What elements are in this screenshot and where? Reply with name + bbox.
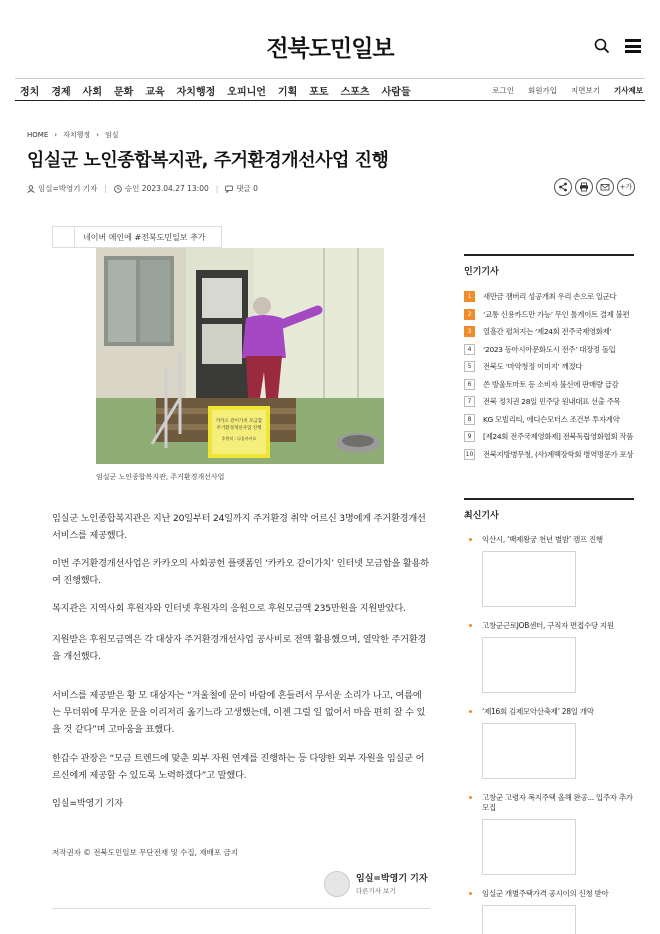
- article-paragraph: 이번 주거환경개선사업은 카카오의 사회공헌 플랫폼인 ‘카카오 같이가치’ 인터넷 모금함을 활용하여 진행했다.: [52, 558, 429, 586]
- article-paragraph: 지원받은 후원모금액은 각 대상자 주거환경개선사업 공사비로 전액 활용했으며, 열악한 주거환경을 개선했다.: [52, 634, 427, 662]
- article-author: 임실=박영기 기자: [38, 184, 98, 193]
- sign-text-line: 주거환경개선사업 진행: [216, 426, 262, 431]
- divider: [52, 908, 430, 909]
- latest-item-title[interactable]: 익산시, ‘백제왕궁 천년 별밤’ 캠프 진행: [464, 535, 634, 545]
- latest-item-thumbnail[interactable]: [482, 723, 576, 779]
- email-button[interactable]: [596, 178, 614, 196]
- popular-item[interactable]: [464, 358, 634, 376]
- chevron-right-icon: ›: [96, 131, 99, 139]
- article-paragraph: 임실군 노인종합복지관은 지난 20일부터 24일까지 주거환경 취약 어르신 3명에게 주거환경개선 서비스를 제공했다.: [52, 513, 426, 541]
- popular-item[interactable]: [464, 393, 634, 411]
- breadcrumb-home[interactable]: HOME: [27, 131, 49, 139]
- nav-item[interactable]: 사람들: [381, 87, 411, 98]
- popular-item-title[interactable]: 전북 정치권 28일 민주당 원내대표 선출 주목: [483, 397, 621, 407]
- popular-heading: 인기기사: [464, 254, 634, 277]
- search-icon[interactable]: [594, 38, 610, 54]
- rank-badge: 2: [464, 309, 475, 320]
- nav-item[interactable]: 문화: [113, 87, 134, 98]
- rank-badge: 3: [464, 326, 475, 337]
- latest-heading: 최신기사: [464, 498, 634, 521]
- popular-item[interactable]: [464, 341, 634, 359]
- popular-item-title[interactable]: 전북지방병무청, (사)계백장학회 병역명문가 포상: [483, 449, 634, 459]
- rank-badge: 9: [464, 431, 475, 442]
- article-meta: [27, 183, 258, 194]
- rank-badge: 1: [464, 291, 475, 302]
- rank-badge: 4: [464, 344, 475, 355]
- naver-subscribe-button[interactable]: [52, 226, 222, 248]
- meta-divider: |: [104, 184, 107, 193]
- user-icon: [27, 185, 35, 193]
- util-link[interactable]: 로그인: [492, 86, 515, 95]
- popular-item[interactable]: [464, 288, 634, 306]
- nav-item[interactable]: 포토: [309, 87, 329, 98]
- print-button[interactable]: [575, 178, 593, 196]
- naver-logo-icon: [53, 227, 75, 247]
- popular-item-title[interactable]: 열흘간 펼쳐지는 ‘제24회 전주국제영화제’: [483, 327, 612, 337]
- article-photo: [96, 248, 384, 464]
- rank-badge: 6: [464, 379, 475, 390]
- popular-item-title[interactable]: ‘교통 신용카드만 가능’ 무인 톨게이트 결제 불편: [483, 309, 630, 319]
- byline-name[interactable]: 임실=박영기 기자: [356, 874, 428, 884]
- latest-item-thumbnail[interactable]: [482, 551, 576, 607]
- latest-item-thumbnail[interactable]: [482, 637, 576, 693]
- util-link[interactable]: 기사제보: [614, 86, 643, 95]
- print-icon: [579, 182, 589, 192]
- popular-item-title[interactable]: 쓴 방울토마토 등 소비자 불신에 판매량 급감: [483, 379, 619, 389]
- latest-item[interactable]: [464, 621, 634, 693]
- rank-badge: 7: [464, 396, 475, 407]
- rank-badge: 10: [465, 450, 474, 458]
- util-link[interactable]: 회원가입: [528, 86, 558, 95]
- nav-item[interactable]: 자치행정: [176, 87, 216, 98]
- copyright-notice: 저작권자 © 전북도민일보 무단전재 및 수집, 재배포 금지: [52, 848, 238, 857]
- meta-divider: |: [215, 184, 219, 193]
- clock-icon: [114, 185, 122, 193]
- latest-item[interactable]: [464, 793, 634, 875]
- photo-caption: 임실군 노인종합복지관, 주거환경개선사업: [96, 473, 225, 481]
- article-paragraph: 서비스를 제공받은 황 모 대상자는 “겨울철에 문이 바람에 흔들려서 무서운 소리가 나고, 여름에는 무더위에 무거운 문을 이리저리 옮기느라 고생했는데, 이젠 그럴 일 없어서 마음 편히 잘 수 있을 것 같다”며 고마움을 표했다.: [52, 690, 426, 735]
- nav-item[interactable]: 경제: [51, 87, 71, 98]
- naver-subscribe-label: 네이버 메인에 #전북도민일보 추가: [83, 232, 206, 242]
- font-size-button[interactable]: [617, 178, 635, 196]
- latest-item-thumbnail[interactable]: [482, 819, 576, 875]
- popular-item[interactable]: [464, 376, 634, 394]
- popular-item-title[interactable]: 새만금 잼버리 성공개최 우리 손으로 일군다: [483, 292, 617, 302]
- sign-text-line: 카카오 같이가치 모금함: [215, 419, 263, 424]
- rank-badge: 8: [464, 414, 475, 425]
- popular-item[interactable]: [464, 323, 634, 341]
- latest-item[interactable]: [464, 889, 634, 934]
- article-title: 임실군 노인종합복지관, 주거환경개선사업 진행: [27, 150, 389, 171]
- article-paragraph: 복지관은 지역사회 후원자와 인터넷 후원자의 응원으로 후원모금액 235만원을 지원받았다.: [52, 603, 406, 614]
- article-approved-time: 승인 2023.04.27 13:00: [124, 184, 209, 193]
- font-size-icon: +가: [619, 183, 633, 191]
- latest-item-title[interactable]: 임실군 개별주택가격 공시이의 신청 받아: [464, 889, 634, 899]
- popular-item[interactable]: [464, 428, 634, 446]
- share-button[interactable]: [554, 178, 572, 196]
- share-icon: [558, 182, 568, 192]
- latest-item-title[interactable]: ‘제16회 김제모악산축제’ 28일 개막: [464, 707, 634, 717]
- popular-list: [464, 288, 634, 463]
- nav-item[interactable]: 기획: [277, 87, 298, 98]
- email-icon: [600, 182, 610, 192]
- nav-item[interactable]: 스포츠: [340, 87, 370, 98]
- latest-item[interactable]: [464, 535, 634, 607]
- popular-item[interactable]: [464, 446, 634, 464]
- latest-item-thumbnail[interactable]: [482, 905, 576, 934]
- nav-item[interactable]: 사회: [82, 87, 102, 98]
- popular-item-title[interactable]: 전북도 ‘마약청정 이미지’ 깨졌다: [483, 362, 583, 372]
- popular-item-title[interactable]: ‘2023 동아시아문화도시 전주’ 대장정 돌입: [483, 344, 616, 354]
- nav-item[interactable]: 정치: [20, 87, 40, 98]
- popular-item[interactable]: [464, 306, 634, 324]
- latest-item-title[interactable]: 고창군근로JOB센터, 구직자 면접수당 지원: [464, 621, 634, 631]
- popular-item-title[interactable]: [제24회 전주국제영화제] 전북독립영화협회 작품: [483, 432, 634, 442]
- breadcrumb-subsection[interactable]: 임실: [104, 131, 119, 139]
- global-nav: [15, 78, 645, 101]
- popular-item[interactable]: [464, 411, 634, 429]
- article-comment-count[interactable]: 댓글 0: [236, 184, 258, 193]
- latest-item-title[interactable]: 고창군 고령자 복지주택 올해 완공... 입주자 추가모집: [464, 793, 634, 813]
- popular-item-title[interactable]: KG 모빌리티, 에디슨모터스 조건부 투자계약: [483, 414, 620, 424]
- avatar: [324, 871, 350, 897]
- article-paragraph: 임실=박영기 기자: [52, 798, 123, 809]
- chevron-right-icon: ›: [54, 131, 58, 139]
- byline-more-link[interactable]: 다른기사 보기: [356, 887, 396, 895]
- breadcrumb: [27, 130, 118, 140]
- rank-badge: 5: [464, 361, 475, 372]
- breadcrumb-section[interactable]: 자치행정: [63, 131, 91, 139]
- util-link[interactable]: 지면보기: [571, 86, 601, 95]
- latest-item[interactable]: [464, 707, 634, 779]
- nav-item[interactable]: 오피니언: [227, 87, 266, 98]
- hamburger-menu-icon[interactable]: [625, 39, 641, 53]
- nav-item[interactable]: 교육: [145, 87, 165, 98]
- sign-text-line: 후원처 : 다음카카오: [221, 436, 257, 441]
- article-paragraph: 한갑수 관장은 “모금 트렌드에 맞춘 외부 자원 연계를 진행하는 등 다양한 외부 자원을 임실군 어르신에게 제공할 수 있도록 노력하겠다”고 말했다.: [52, 753, 425, 781]
- site-logo[interactable]: 전북도민일보: [266, 35, 394, 62]
- comment-icon: [225, 185, 233, 193]
